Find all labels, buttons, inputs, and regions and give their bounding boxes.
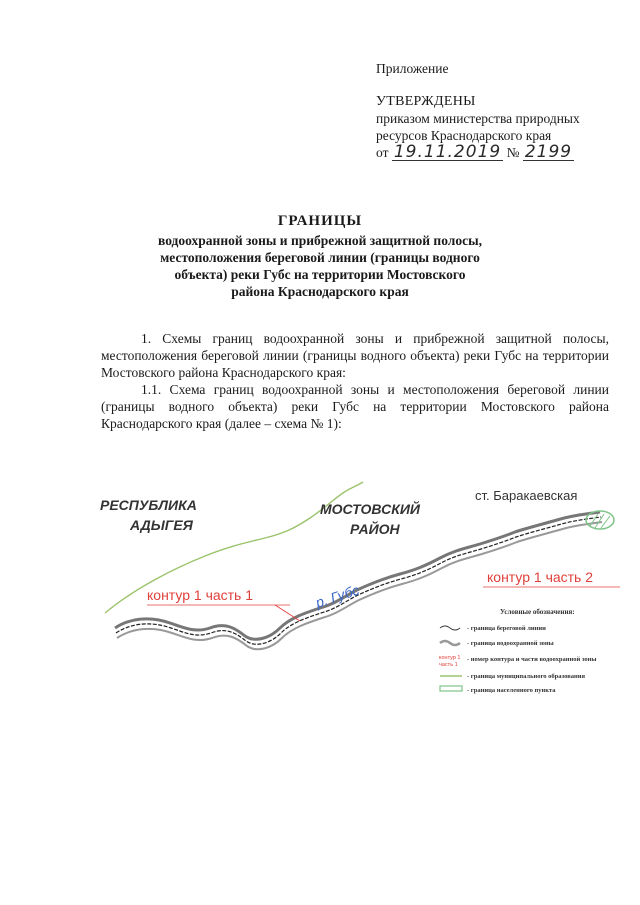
order-date-line bbox=[376, 144, 616, 161]
date-handwritten: 19.11.2019 bbox=[393, 142, 502, 162]
appendix-label: Приложение bbox=[376, 61, 449, 76]
region-left-line1: РЕСПУБЛИКА bbox=[100, 497, 197, 513]
order-line-2: ресурсов Краснодарского края bbox=[376, 128, 552, 143]
order-line-1: приказом министерства природных bbox=[376, 111, 580, 126]
legend-title: Условные обозначения: bbox=[500, 608, 575, 616]
title-main: ГРАНИЦЫ bbox=[277, 213, 363, 229]
approved-label: УТВЕРЖДЕНЫ bbox=[376, 94, 476, 109]
map-svg bbox=[95, 478, 625, 708]
region-right-line2: РАЙОН bbox=[350, 521, 400, 537]
legend-item-1: - граница береговой линии bbox=[467, 625, 546, 632]
legend-item-3: - номер контура и части водоохранной зоны bbox=[467, 656, 597, 663]
legend-contour-sample-1: контур 1 bbox=[439, 655, 461, 661]
contour-label-part1: контур 1 часть 1 bbox=[147, 587, 254, 603]
date-prefix: от bbox=[376, 145, 389, 160]
paragraph-2: 1.1. Схема границ водоохранной зоны и местоположения береговой линии (границы водного объекта) реки Губс на территории Мостовского района Краснодарского края (далее – схема № 1): bbox=[101, 382, 609, 431]
river-scheme-map bbox=[95, 478, 625, 708]
title-line-4: района Краснодарского края bbox=[231, 284, 409, 299]
title-line-2: местоположения береговой линии (границы водного bbox=[160, 250, 480, 265]
contour-label-part2: контур 1 часть 2 bbox=[487, 569, 594, 585]
paragraph-1: 1. Схемы границ водоохранной зоны и прибрежной защитной полосы, местоположения береговой линии (границы водного объекта) реки Губс на территории Мостовского района Краснодарского края: bbox=[101, 331, 609, 380]
settlement-border bbox=[586, 511, 614, 529]
region-left-line2: АДЫГЕЯ bbox=[130, 517, 193, 533]
legend-contour-sample-2: часть 1 bbox=[439, 662, 458, 668]
river-label: р. Губс bbox=[313, 581, 362, 611]
title-line-3: объекта) реки Губс на территории Мостовского bbox=[174, 267, 466, 282]
map-legend bbox=[439, 608, 596, 694]
settlement-label: ст. Баракаевская bbox=[475, 488, 578, 503]
contour-part1-pointer bbox=[275, 605, 300, 621]
legend-item-2: - граница водоохранной зоны bbox=[467, 640, 554, 647]
legend-settlement-symbol bbox=[440, 686, 462, 691]
body-text bbox=[101, 330, 609, 432]
region-right-line1: МОСТОВСКИЙ bbox=[320, 501, 421, 517]
legend-item-4: - граница муниципального образования bbox=[467, 673, 585, 680]
legend-shoreline-symbol bbox=[440, 626, 460, 630]
number-handwritten: 2199 bbox=[524, 142, 573, 162]
number-sign: № bbox=[506, 145, 520, 160]
document-title bbox=[140, 213, 500, 300]
title-line-1: водоохранной зоны и прибрежной защитной полосы, bbox=[158, 233, 482, 248]
legend-item-5: - граница населенного пункта bbox=[467, 687, 556, 694]
legend-zone-symbol bbox=[440, 641, 460, 645]
approval-block bbox=[376, 60, 616, 161]
